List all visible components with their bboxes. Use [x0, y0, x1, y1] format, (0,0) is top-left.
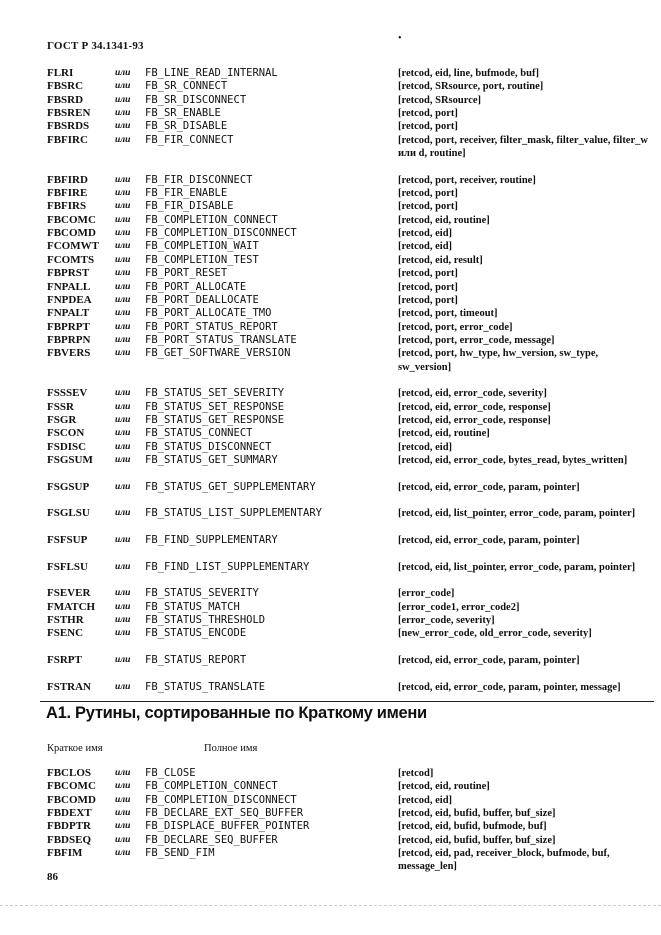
parameter-list: [retcod, port] [398, 201, 458, 213]
parameter-list: [retcod, eid] [398, 794, 453, 806]
short-name: FSEVER [47, 587, 91, 600]
parameter-list: [retcod, eid, error_code, param, pointer] [398, 535, 580, 547]
parameter-list: [retcod, eid, error_code, param, pointer] [398, 655, 580, 667]
table-row [0, 200, 661, 213]
stray-dot: • [398, 33, 402, 44]
or-separator: или [115, 228, 131, 239]
short-name: FBCOMC [47, 780, 96, 793]
or-separator: или [115, 655, 131, 666]
or-separator: или [115, 834, 131, 845]
full-name: FB_DECLARE_EXT_SEQ_BUFFER [145, 807, 304, 820]
table-row [0, 240, 661, 253]
or-separator: или [115, 214, 131, 225]
table-row [0, 847, 661, 874]
table-row [0, 281, 661, 294]
short-name: FBSRDS [47, 120, 90, 133]
short-name: FBFIRD [47, 173, 88, 186]
short-name: FBPRPN [47, 333, 91, 346]
table-row [0, 414, 661, 427]
column-header-short-name: Краткое имя [47, 743, 103, 754]
full-name: FB_STATUS_SEVERITY [145, 587, 259, 600]
parameter-list: [retcod, eid, pad, receiver_block, bufmode, buf, message_len] [398, 848, 610, 873]
table-row [0, 427, 661, 440]
table-row [0, 534, 661, 547]
table-row [0, 601, 661, 614]
parameter-list: [retcod, eid, bufid, bufmode, buf] [398, 821, 547, 833]
table-row [0, 654, 661, 667]
parameter-list: [retcod, port, error_code] [398, 321, 513, 333]
short-name: FBFIRS [47, 200, 87, 213]
parameter-list: [retcod, eid, bufid, buffer, buf_size] [398, 808, 556, 820]
or-separator: или [115, 294, 131, 305]
short-name: FSSSEV [47, 387, 88, 400]
short-name: FNPALT [47, 307, 90, 320]
page-edge-line [0, 905, 661, 906]
or-separator: или [115, 615, 131, 626]
short-name: FNPDEA [47, 293, 92, 306]
full-name: FB_FIR_DISCONNECT [145, 173, 253, 186]
parameter-list: [retcod, eid, list_pointer, error_code, param, pointer] [398, 508, 636, 520]
full-name: FB_CLOSE [145, 767, 196, 779]
table-row [0, 294, 661, 307]
short-name: FBDPTR [47, 820, 91, 833]
short-name: FNPALL [47, 280, 91, 293]
or-separator: или [115, 108, 131, 119]
parameter-list: [retcod, eid, routine] [398, 428, 490, 440]
or-separator: или [115, 94, 131, 105]
or-separator: или [115, 848, 131, 859]
parameter-list: [retcod, eid, error_code, bytes_read, bytes_written] [398, 454, 628, 466]
or-separator: или [115, 781, 131, 792]
full-name: FB_STATUS_GET_RESPONSE [145, 413, 285, 426]
full-name: FB_STATUS_THRESHOLD [145, 614, 266, 627]
page-number: 86 [47, 871, 58, 883]
short-name: FSGSUM [47, 453, 93, 466]
short-name: FCOMTS [47, 253, 95, 266]
full-name: FB_STATUS_DISCONNECT [145, 440, 272, 453]
parameter-list: [retcod] [398, 768, 434, 779]
or-separator: или [115, 454, 131, 465]
short-name: FSRPT [47, 654, 82, 667]
short-name: FBCOMD [47, 227, 96, 240]
full-name: FB_COMPLETION_CONNECT [145, 213, 278, 226]
short-name: FSDISC [47, 440, 87, 453]
or-separator: или [115, 268, 131, 279]
full-name: FB_STATUS_GET_SUPPLEMENTARY [145, 480, 316, 493]
full-name: FB_STATUS_REPORT [145, 654, 247, 667]
parameter-list: [retcod, eid] [398, 441, 453, 453]
full-name: FB_STATUS_ENCODE [145, 627, 247, 640]
table-row [0, 254, 661, 267]
full-name: FB_STATUS_LIST_SUPPLEMENTARY [145, 507, 323, 520]
or-separator: или [115, 535, 131, 546]
or-separator: или [115, 821, 131, 832]
full-name: FB_SR_CONNECT [145, 80, 228, 93]
full-name: FB_FIR_DISABLE [145, 200, 234, 213]
or-separator: или [115, 681, 131, 692]
full-name: FB_DECLARE_SEQ_BUFFER [145, 833, 278, 846]
or-separator: или [115, 601, 131, 612]
full-name: FB_PORT_RESET [145, 267, 228, 280]
parameter-list: [retcod, port, timeout] [398, 308, 498, 320]
parameter-list: [retcod, eid, result] [398, 254, 483, 266]
short-name: FBSRC [47, 80, 84, 93]
full-name: FB_LINE_READ_INTERNAL [145, 67, 278, 79]
section-rule [40, 701, 654, 702]
table-row [0, 401, 661, 414]
parameter-list: [retcod, eid] [398, 228, 453, 240]
or-separator: или [115, 561, 131, 572]
or-separator: или [115, 794, 131, 805]
parameter-list: [retcod, eid, error_code, param, pointer, message] [398, 681, 621, 693]
full-name: FB_FIR_CONNECT [145, 133, 234, 146]
full-name: FB_STATUS_SET_SEVERITY [145, 387, 285, 400]
full-name: FB_STATUS_GET_SUMMARY [145, 453, 278, 466]
or-separator: или [115, 241, 131, 252]
short-name: FSGR [47, 413, 77, 426]
parameter-list: [retcod, eid, routine] [398, 781, 490, 793]
short-name: FBFIRC [47, 133, 88, 146]
short-name: FSTRAN [47, 680, 92, 693]
full-name: FB_FIND_LIST_SUPPLEMENTARY [145, 560, 310, 573]
table-row [0, 187, 661, 200]
or-separator: или [115, 588, 131, 599]
or-separator: или [115, 441, 131, 452]
short-name: FBSREN [47, 107, 91, 120]
table-row [0, 767, 661, 780]
table-row [0, 681, 661, 694]
or-separator: или [115, 481, 131, 492]
full-name: FB_STATUS_CONNECT [145, 427, 253, 440]
table-row [0, 94, 661, 107]
full-name: FB_COMPLETION_DISCONNECT [145, 793, 297, 806]
or-separator: или [115, 348, 131, 359]
table-row [0, 334, 661, 347]
parameter-list: [error_code1, error_code2] [398, 601, 520, 613]
short-name: FSTHR [47, 614, 84, 627]
parameter-list: [new_error_code, old_error_code, severity] [398, 628, 592, 640]
short-name: FSCON [47, 427, 85, 440]
full-name: FB_COMPLETION_CONNECT [145, 780, 278, 793]
parameter-list: [retcod, port, receiver, filter_mask, filter_value, filter_w или d, routine] [398, 134, 648, 160]
column-header-full-name: Полное имя [204, 743, 258, 754]
full-name: FB_FIND_SUPPLEMENTARY [145, 534, 278, 547]
table-row [0, 67, 661, 80]
routine-table-by-short-name [0, 767, 661, 874]
parameter-list: [retcod, eid, error_code, severity] [398, 388, 547, 400]
table-row [0, 227, 661, 240]
short-name: FSENC [47, 627, 84, 640]
running-header: ГОСТ Р 34.1341-93 [47, 40, 144, 52]
parameter-list: [error_code] [398, 588, 455, 600]
table-row [0, 80, 661, 93]
table-row [0, 834, 661, 847]
or-separator: или [115, 281, 131, 292]
table-row [0, 267, 661, 280]
table-row [0, 321, 661, 334]
parameter-list: [retcod, eid, error_code, response] [398, 401, 551, 413]
parameter-list: [retcod, port, receiver, routine] [398, 174, 536, 186]
full-name: FB_PORT_ALLOCATE_TMO [145, 307, 272, 320]
short-name: FSGSUP [47, 480, 90, 493]
or-separator: или [115, 508, 131, 519]
or-separator: или [115, 401, 131, 412]
or-separator: или [115, 134, 131, 145]
parameter-list: [retcod, eid, routine] [398, 214, 490, 226]
full-name: FB_PORT_STATUS_REPORT [145, 320, 278, 333]
or-separator: или [115, 121, 131, 132]
short-name: FLRI [47, 67, 74, 79]
table-row [0, 441, 661, 454]
short-name: FBCOMC [47, 213, 96, 226]
parameter-list: [retcod, port] [398, 108, 458, 120]
table-row [0, 307, 661, 320]
full-name: FB_PORT_ALLOCATE [145, 280, 247, 293]
routine-table-continued [0, 67, 661, 694]
short-name: FSFLSU [47, 560, 88, 573]
parameter-list: [retcod, port] [398, 268, 458, 280]
parameter-list: [retcod, eid, list_pointer, error_code, param, pointer] [398, 561, 636, 573]
parameter-list: [retcod, port] [398, 121, 458, 133]
parameter-list: [error_code, severity] [398, 615, 495, 627]
or-separator: или [115, 321, 131, 332]
or-separator: или [115, 334, 131, 345]
parameter-list: [retcod, port] [398, 188, 458, 200]
table-row [0, 627, 661, 640]
full-name: FB_SR_DISABLE [145, 120, 228, 133]
short-name: FBCOMD [47, 793, 96, 806]
short-name: FSFSUP [47, 534, 88, 547]
full-name: FB_STATUS_TRANSLATE [145, 680, 266, 693]
short-name: FBFIRE [47, 187, 88, 200]
or-separator: или [115, 188, 131, 199]
table-row [0, 780, 661, 793]
short-name: FMATCH [47, 600, 96, 613]
table-row [0, 820, 661, 833]
parameter-list: [retcod, eid, error_code, response] [398, 414, 551, 426]
full-name: FB_COMPLETION_TEST [145, 253, 259, 266]
full-name: FB_STATUS_MATCH [145, 600, 240, 613]
table-row [0, 120, 661, 133]
full-name: FB_COMPLETION_DISCONNECT [145, 227, 297, 240]
short-name: FBCLOS [47, 767, 92, 779]
or-separator: или [115, 68, 131, 78]
short-name: FCOMWT [47, 240, 99, 253]
full-name: FB_SR_DISCONNECT [145, 93, 247, 106]
parameter-list: [retcod, eid, bufid, buffer, buf_size] [398, 834, 556, 846]
full-name: FB_DISPLACE_BUFFER_POINTER [145, 820, 310, 833]
table-row [0, 587, 661, 600]
table-row [0, 807, 661, 820]
full-name: FB_SR_ENABLE [145, 107, 221, 120]
full-name: FB_FIR_ENABLE [145, 187, 228, 200]
table-row [0, 507, 661, 520]
table-row [0, 387, 661, 400]
short-name: FBPRPT [47, 320, 90, 333]
table-row [0, 214, 661, 227]
short-name: FBSRD [47, 93, 84, 106]
or-separator: или [115, 628, 131, 639]
parameter-list: [retcod, eid] [398, 241, 453, 253]
section-title: A1. Рутины, сортированные по Краткому имени [46, 704, 427, 722]
full-name: FB_GET_SOFTWARE_VERSION [145, 347, 291, 360]
or-separator: или [115, 81, 131, 92]
table-row [0, 454, 661, 467]
short-name: FBFIM [47, 847, 83, 860]
parameter-list: [retcod, port, hw_type, hw_version, sw_type, sw_version] [398, 348, 599, 373]
parameter-list: [retcod, port, error_code, message] [398, 334, 555, 346]
parameter-list: [retcod, SRsource, port, routine] [398, 81, 544, 93]
table-row [0, 481, 661, 494]
full-name: FB_PORT_DEALLOCATE [145, 293, 259, 306]
table-row [0, 174, 661, 187]
parameter-list: [retcod, SRsource] [398, 94, 482, 106]
or-separator: или [115, 428, 131, 439]
table-row [0, 134, 661, 161]
table-row [0, 561, 661, 574]
full-name: FB_COMPLETION_WAIT [145, 240, 259, 253]
parameter-list: [retcod, port] [398, 294, 458, 306]
or-separator: или [115, 201, 131, 212]
or-separator: или [115, 414, 131, 425]
parameter-list: [retcod, port] [398, 281, 458, 293]
short-name: FBDSEQ [47, 833, 92, 846]
or-separator: или [115, 174, 131, 185]
table-row [0, 347, 661, 374]
short-name: FBPRST [47, 267, 90, 280]
table-row [0, 794, 661, 807]
table-row [0, 107, 661, 120]
or-separator: или [115, 388, 131, 399]
parameter-list: [retcod, eid, line, bufmode, buf] [398, 68, 539, 79]
table-row [0, 614, 661, 627]
or-separator: или [115, 308, 131, 319]
parameter-list: [retcod, eid, error_code, param, pointer] [398, 481, 580, 493]
short-name: FSGLSU [47, 507, 90, 520]
full-name: FB_STATUS_SET_RESPONSE [145, 400, 285, 413]
or-separator: или [115, 808, 131, 819]
full-name: FB_PORT_STATUS_TRANSLATE [145, 333, 297, 346]
short-name: FBVERS [47, 347, 91, 360]
short-name: FSSR [47, 400, 74, 413]
or-separator: или [115, 254, 131, 265]
full-name: FB_SEND_FIM [145, 847, 215, 860]
short-name: FBDEXT [47, 807, 92, 820]
or-separator: или [115, 768, 131, 778]
